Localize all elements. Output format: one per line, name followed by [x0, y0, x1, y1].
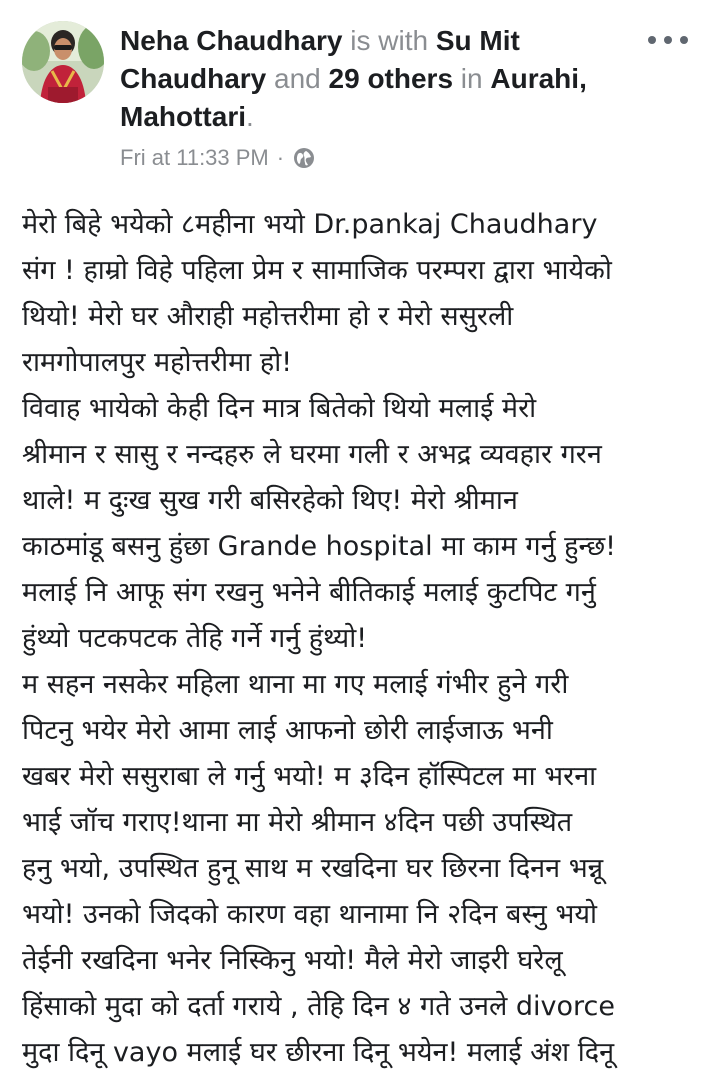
- in-label: in: [453, 63, 491, 94]
- post-timestamp[interactable]: Fri at 11:33 PM: [120, 145, 269, 170]
- post-body-line: मलाई नि आफू संग रखनु भनेने बीतिकाई मलाई कुटपिट गर्नु: [22, 577, 596, 608]
- more-dot: [664, 36, 672, 44]
- post-header: [0, 0, 720, 190]
- post-body-line: थियो! मेरो घर औराही महोत्तरीमा हो र मेरो ससुरली: [22, 301, 514, 332]
- post-body-line: भाई जॉच गराए!थाना मा मेरो श्रीमान ४दिन पछी उपस्थित: [22, 807, 573, 838]
- post-body-line: रामगोपालपुर महोत्तरीमा हो!: [22, 347, 293, 378]
- author-avatar[interactable]: [22, 21, 104, 103]
- post-body-line: हनु भयो, उपस्थित हुनू साथ म रखदिना घर छिरना दिनन भन्नू: [22, 853, 604, 884]
- post-body-line: भयो! उनको जिदको कारण वहा थानामा नि २दिन बस्नु भयो: [22, 899, 597, 930]
- post-body: [22, 202, 712, 1076]
- post-body-line: विवाह भायेको केही दिन मात्र बितेको थियो मलाई मेरो: [22, 393, 537, 424]
- post-body-line: संग ! हाम्रो विहे पहिला प्रेम र सामाजिक परम्परा द्वारा भायेको: [22, 255, 612, 286]
- post-body-line: खबर मेरो ससुराबा ले गर्नु भयो! म ३दिन हॉस्पिटल मा भरना: [22, 761, 597, 792]
- post-body-line: हुंथ्यो पटकपटक तेहि गर्ने गर्नु हुंथ्यो!: [22, 623, 368, 654]
- post-header-text: [120, 22, 640, 136]
- meta-separator: ·: [276, 145, 285, 170]
- header-period: .: [246, 101, 254, 132]
- post-body-line: मुदा दिनू vayo मलाई घर छीरना दिनू भयेन! मलाई अंश दिनू: [22, 1037, 615, 1068]
- avatar-photo: [22, 21, 104, 103]
- post-meta: [120, 143, 316, 173]
- tagged-others-link[interactable]: 29 others: [328, 63, 454, 94]
- author-name[interactable]: Neha Chaudhary: [120, 25, 343, 56]
- post-body-line: म सहन नसकेर महिला थाना मा गए मलाई गंभीर हुने गरी: [22, 669, 569, 700]
- post-body-line: तेईनी रखदिना भनेर निस्किनु भयो! मैले मेरो जाइरी घरेलू: [22, 945, 563, 976]
- location-link[interactable]: Aurahi, Mahottari: [120, 63, 587, 132]
- post-body-line: हिंसाको मुदा को दर्ता गराये , तेहि दिन ४ गते उनले divorce: [22, 991, 615, 1022]
- globe-icon[interactable]: [292, 146, 316, 170]
- post-body-line: श्रीमान र सासु र नन्दहरु ले घरमा गली र अभद्र व्यवहार गरन: [22, 439, 602, 470]
- post-body-line: मेरो बिहे भयेको ८महीना भयो Dr.pankaj Chaudhary: [22, 209, 598, 240]
- more-dot: [680, 36, 688, 44]
- tagged-person-name[interactable]: Su Mit Chaudhary: [120, 25, 520, 94]
- more-dot: [648, 36, 656, 44]
- post-body-line: थाले! म दुःख सुख गरी बसिरहेको थिए! मेरो श्रीमान: [22, 485, 518, 516]
- post-body-line: काठमांडू बसनु हुंछा Grande hospital मा काम गर्नु हुन्छ!: [22, 531, 616, 562]
- post-body-line: पिटनु भयेर मेरो आमा लाई आफनो छोरी लाईजाऊ भनी: [22, 715, 553, 746]
- and-label: and: [266, 63, 329, 94]
- with-label: is with: [342, 25, 436, 56]
- more-options-button[interactable]: [648, 26, 688, 54]
